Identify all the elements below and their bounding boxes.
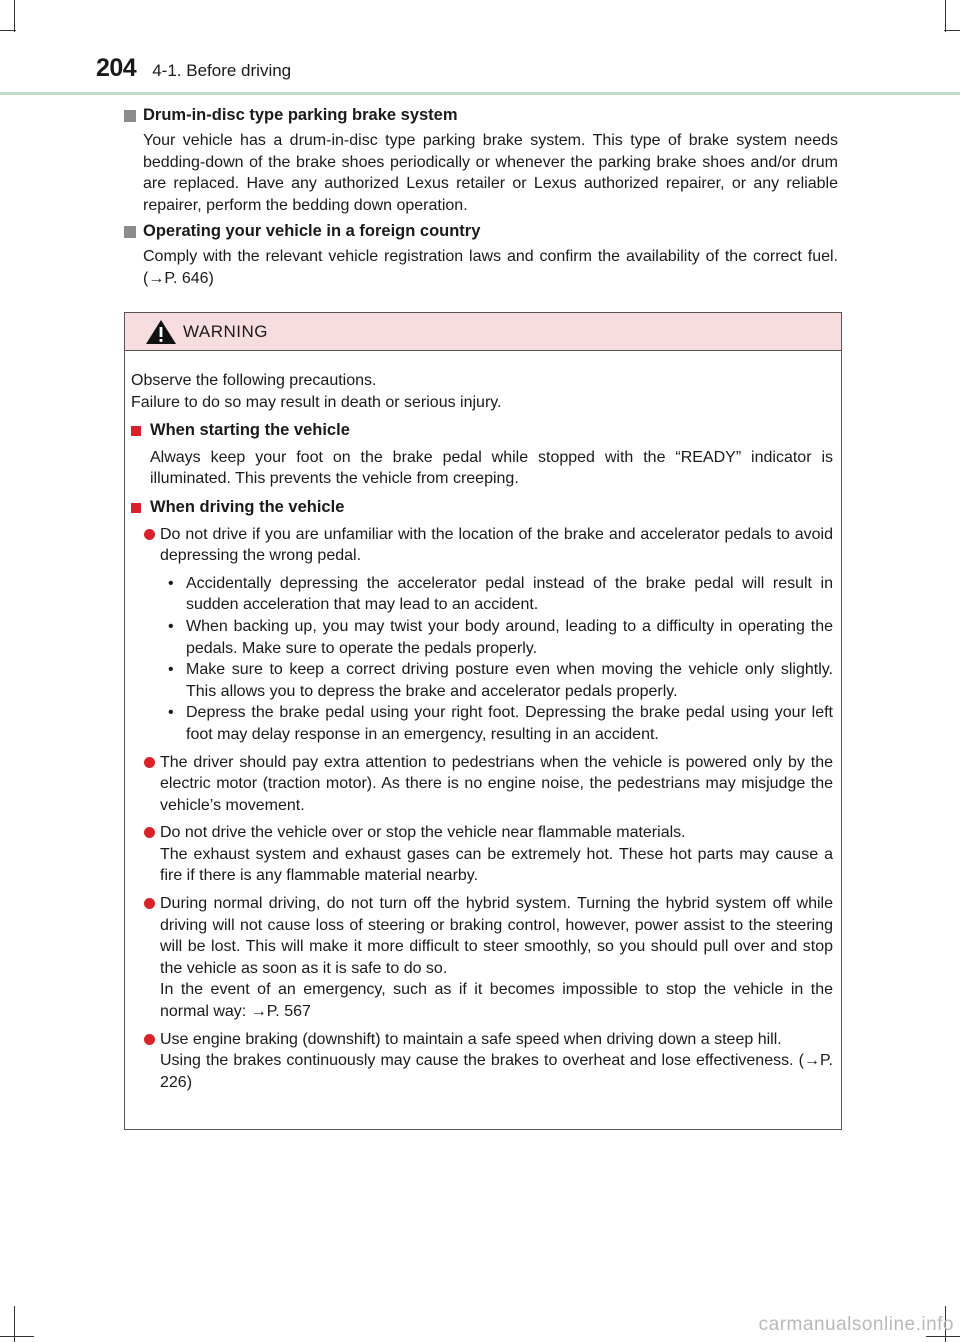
sub-list-item [160,573,833,616]
red-dot-bullet-icon [144,827,155,838]
intro-sections [124,106,838,296]
sub-list-item [160,616,833,659]
crop-mark [14,0,15,32]
warning-subheading-text: When driving the vehicle [150,497,345,516]
list-item [131,524,833,746]
small-dot-bullet-icon: • [168,661,174,679]
red-square-bullet-icon [131,426,141,436]
crop-mark [944,30,960,31]
section-heading-text: Drum-in-disc type parking brake system [143,106,458,124]
bullet-text: In the event of an emergency, such as if it becomes impossible to stop the vehicle in the normal way: →P. 567 [160,981,833,1021]
sub-item-text: Depress the brake pedal using your right foot. Depressing the brake pedal using your left foot may delay response in an emergency, resulting in an accident. [186,704,833,743]
section-heading [124,106,838,125]
bullet-text: Use engine braking (downshift) to maintain a safe speed when driving down a steep hill. [160,1030,782,1048]
warning-title: WARNING [183,321,269,341]
section-body: Comply with the relevant vehicle registration laws and confirm the availability of the correct fuel. (→P. 646) [143,248,838,287]
section-heading [124,222,838,241]
crop-mark [945,0,946,32]
warning-intro: Failure to do so may result in death or serious injury. [131,393,502,411]
warning-box [124,312,842,1130]
list-item [131,1029,833,1094]
crop-mark [0,30,16,31]
bullet-text: The exhaust system and exhaust gases can be extremely hot. These hot parts may cause a fire if there is any flammable material nearby. [160,845,833,885]
sub-list [160,573,833,746]
bullet-text: The driver should pay extra attention to pedestrians when the vehicle is powered only by the electric motor (traction motor). As there is no engine noise, the pedestrians may misjudge the vehicle’s movement. [160,753,833,814]
crop-mark [0,1336,34,1337]
red-square-bullet-icon [131,503,141,513]
page-header [96,54,291,94]
bullet-text: Do not drive the vehicle over or stop the vehicle near flammable materials. [160,824,686,842]
warning-subheading [131,420,833,442]
crop-mark [926,1336,960,1337]
bullet-text: Using the brakes continuously may cause the brakes to overheat and lose effectiveness. (→P. 226) [160,1052,833,1091]
small-dot-bullet-icon: • [168,574,174,592]
section-title: 4-1. Before driving [152,61,292,80]
sub-list-item [160,702,833,745]
square-bullet-icon [124,110,136,122]
square-bullet-icon [124,226,136,238]
warning-header [125,313,841,351]
watermark: carmanualsonline.info [758,1314,954,1335]
list-item [131,752,833,817]
header-rule [0,92,960,95]
page-number: 204 [96,54,137,82]
list-item [131,822,833,887]
sub-item-text: Accidentally depressing the accelerator pedal instead of the brake pedal will result in sudden acceleration that may lead to an accident. [186,574,833,614]
red-dot-bullet-icon [144,529,155,540]
small-dot-bullet-icon: • [168,617,174,635]
section-heading-text: Operating your vehicle in a foreign country [143,222,481,241]
bullet-text: During normal driving, do not turn off the hybrid system. Turning the hybrid system off while driving will not cause loss of steering or braking control, however, power assist to the steering will be lost. This will make it more difficult to steer smoothly, so you should pull over and stop the vehicle as soon as it is safe to do so. [160,895,833,977]
warning-triangle-icon [145,319,177,345]
small-dot-bullet-icon: • [168,704,174,722]
red-dot-bullet-icon [144,757,155,768]
warning-body [125,351,841,1093]
warning-paragraph: Always keep your foot on the brake pedal while stopped with the “READY” indicator is illuminated. This prevents the vehicle from creeping. [150,448,833,488]
bullet-text: Do not drive if you are unfamiliar with the location of the brake and accelerator pedals to avoid depressing the wrong pedal. [160,525,833,565]
warning-subheading-text: When starting the vehicle [150,421,350,440]
warning-intro: Observe the following precautions. [131,372,377,389]
list-item [131,893,833,1023]
red-dot-bullet-icon [144,1034,155,1045]
warning-subheading [131,497,833,519]
section-body: Your vehicle has a drum-in-disc type parking brake system. This type of brake system needs bedding-down of the brake shoes periodically or whenever the parking brake shoes and/or drum are replaced. Have any authorized Lexus retailer or Lexus authorized repairer, or any reliable repairer, perform the bedding down operation. [143,132,838,214]
sub-item-text: When backing up, you may twist your body around, leading to a difficulty in operating the pedals. Make sure to operate the pedals properly. [186,617,833,657]
sub-item-text: Make sure to keep a correct driving posture even when moving the vehicle only slightly. This allows you to depress the brake and accelerator pedals properly. [186,661,833,700]
red-dot-bullet-icon [144,898,155,909]
sub-list-item [160,659,833,702]
